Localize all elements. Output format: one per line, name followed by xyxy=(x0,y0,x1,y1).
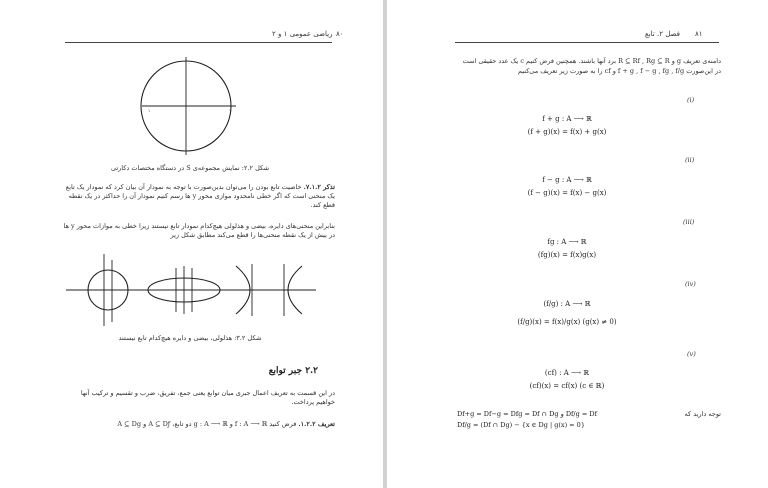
note-prefix: توجه دارید که xyxy=(684,410,721,418)
tick-label-2: ۱ xyxy=(229,108,232,113)
definition-text: فرض کنید f : A ⟶ ℝ و g : A ⟶ ℝ دو تابع، A ⊆ Dƒ و A ⊆ Dg xyxy=(117,420,297,428)
item-ii-line1: f − g : A ⟶ ℝ xyxy=(542,176,592,184)
section-title: جبر توابع xyxy=(268,366,303,376)
right-header-rule xyxy=(455,42,719,43)
right-header-title: فصل ۲. تابع xyxy=(645,30,680,38)
item-i-line1: f + g : A ⟶ ℝ xyxy=(542,115,592,123)
tick-label-4: ۰ xyxy=(188,61,191,66)
item-iii-line2: (fg)(x) = f(x)g(x) xyxy=(537,251,597,259)
remark-continuation: بنابراین منحنی‌های دایره، بیضی و هذلولی هیچ‌کدام نمودار تابع نیستند زیرا خطی به موازات محور y ها در بیش از یک نقطه منحنی‌ها را قطع می‌کند مطابق شکل زیر xyxy=(63,222,335,239)
left-header-title: ریاضی عمومی ۱ و ۲ xyxy=(272,30,333,38)
definition-title: تعریف ۱.۲.۲. xyxy=(298,420,335,428)
left-page-number: ۸۰ xyxy=(336,30,344,38)
section-paragraph: در این قسمت به تعریف اعمال جبری میان توابع یعنی جمع، تفریق، ضرب و تقسیم و ترکیب آنها خواهیم پرداخت. xyxy=(80,389,335,406)
right-page-number: ۸۱ xyxy=(695,30,703,38)
section-number: ۲.۲ xyxy=(305,366,318,376)
left-header-rule xyxy=(65,42,332,43)
item-ii-line2: (f − g)(x) = f(x) − g(x) xyxy=(527,189,607,197)
remark-paragraph xyxy=(60,183,335,210)
item-label-iii: (iii) xyxy=(683,218,695,226)
tick-label-3: ۰ xyxy=(188,108,191,113)
item-label-i: (i) xyxy=(687,96,695,104)
item-i-line2: (f + g)(x) = f(x) + g(x) xyxy=(527,128,607,136)
item-label-iv: (iv) xyxy=(685,280,696,288)
item-iv-line2: (f/g)(x) = f(x)/g(x) (g(x) ≠ 0) xyxy=(517,318,617,326)
item-iv-line1: (f/g) : A ⟶ ℝ xyxy=(543,300,591,308)
tick-label-1: ۱ xyxy=(148,108,151,113)
circle-figure xyxy=(140,55,240,157)
definition-paragraph xyxy=(60,420,335,429)
left-page xyxy=(0,0,383,488)
item-v-line2: (cf)(x) = cf(x) (c ∈ ℝ) xyxy=(529,382,605,390)
note-line-1: Df+g = Df−g = Dfg = Df ∩ Dg و Df/g = Df xyxy=(457,410,597,418)
intro-line-1: دامنه‌ی تعریف g و R ⊆ Rf , Rg ⊆ R برد آنها باشند. همچنین فرض کنیم c یک عدد حقیقی است xyxy=(462,57,721,65)
intro-line-2: در این‌صورت f + g , f − g , fg , f/g و cf را به صورت زیر تعریف می‌کنیم xyxy=(517,67,721,75)
figure1-caption: شکل ۲.۲: نمایش مجموعه‌ی S در دستگاه مختصات دکارتی xyxy=(110,164,270,172)
right-page xyxy=(387,0,768,488)
section-heading xyxy=(200,366,318,376)
item-iii-line1: fg : A ⟶ ℝ xyxy=(547,238,587,246)
item-label-ii: (ii) xyxy=(685,156,695,164)
figure2-caption: شکل ۳.۲: هذلولی، بیضی و دایره هیچ‌کدام تابع نیستند xyxy=(118,334,262,342)
remark-title: تذکر ۷.۱.۲. xyxy=(303,183,335,191)
note-line-2: Df/g = (Df ∩ Dg) − {x ∈ Dg | g(x) = 0} xyxy=(457,421,585,429)
remark-text: خاصیت تابع بودن را می‌توان بدین‌صورت با توجه به نمودار آن بیان کرد که نمودار یک تابع یک منحنی است که اگر خطی نامحدود موازی محور y ها رسم کنیم نمودار آن را حداکثر در یک نقطه قطع کند. xyxy=(65,183,335,209)
item-v-line1: (cf) : A ⟶ ℝ xyxy=(544,369,590,377)
item-label-v: (v) xyxy=(687,350,696,358)
curves-figure xyxy=(66,250,316,330)
